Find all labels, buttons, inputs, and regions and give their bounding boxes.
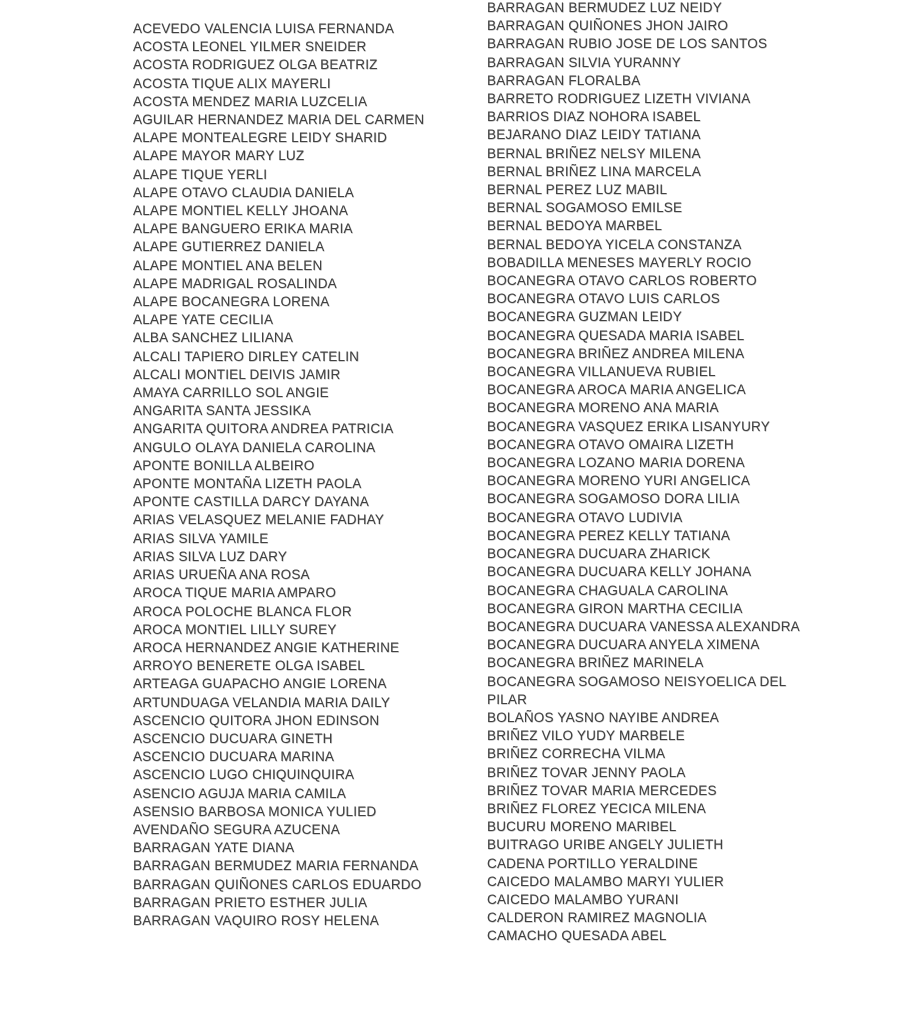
list-item: BOCANEGRA VILLANUEVA RUBIEL [487, 364, 716, 380]
list-item: ALAPE MONTIEL ANA BELEN [133, 257, 323, 273]
list-item: BARRAGAN PRIETO ESTHER JULIA [133, 894, 368, 910]
list-item: BARRAGAN QUIÑONES CARLOS EDUARDO [133, 876, 422, 892]
list-item: BARRAGAN YATE DIANA [133, 840, 295, 856]
list-item: ASCENCIO QUITORA JHON EDINSON [133, 712, 380, 728]
list-item: ASENCIO AGUJA MARIA CAMILA [133, 785, 347, 801]
list-item: ASCENCIO DUCUARA GINETH [133, 730, 333, 746]
list-item: BUITRAGO URIBE ANGELY JULIETH [487, 837, 724, 853]
list-item: BARRAGAN VAQUIRO ROSY HELENA [133, 912, 379, 928]
list-item: BERNAL BEDOYA MARBEL [487, 218, 663, 234]
list-item: CALDERON RAMIREZ MAGNOLIA [487, 910, 707, 926]
list-item: ACOSTA RODRIGUEZ OLGA BEATRIZ [133, 57, 378, 73]
list-item: ALBA SANCHEZ LILIANA [133, 330, 294, 346]
list-item: BRIÑEZ TOVAR JENNY PAOLA [487, 764, 686, 780]
list-item: BARRAGAN SILVIA YURANNY [487, 54, 681, 70]
list-item: ARIAS SILVA LUZ DARY [133, 548, 288, 564]
list-item: BARRAGAN BERMUDEZ MARIA FERNANDA [133, 858, 419, 874]
list-item: BOLAÑOS YASNO NAYIBE ANDREA [487, 709, 719, 725]
list-item: ACOSTA MENDEZ MARIA LUZCELIA [133, 93, 368, 109]
list-item: CAICEDO MALAMBO MARYI YULIER [487, 873, 724, 889]
list-item: BOCANEGRA MORENO YURI ANGELICA [487, 473, 751, 489]
list-item: BOCANEGRA OTAVO OMAIRA LIZETH [487, 436, 734, 452]
list-item: ARIAS SILVA YAMILE [133, 530, 269, 546]
list-item: BOCANEGRA OTAVO CARLOS ROBERTO [487, 273, 757, 289]
list-item: BOCANEGRA CHAGUALA CAROLINA [487, 582, 728, 598]
list-item: CAMACHO QUESADA ABEL [487, 928, 667, 944]
list-item: BOCANEGRA MORENO ANA MARIA [487, 400, 719, 416]
list-item: AROCA MONTIEL LILLY SUREY [133, 621, 337, 637]
list-item: BOCANEGRA OTAVO LUIS CARLOS [487, 291, 720, 307]
list-item: ARTUNDUAGA VELANDIA MARIA DAILY [133, 694, 391, 710]
list-item: AMAYA CARRILLO SOL ANGIE [133, 385, 329, 401]
list-item: BOCANEGRA AROCA MARIA ANGELICA [487, 382, 746, 398]
list-item: CADENA PORTILLO YERALDINE [487, 855, 698, 871]
list-item: APONTE CASTILLA DARCY DAYANA [133, 494, 369, 510]
list-item: BERNAL SOGAMOSO EMILSE [487, 200, 683, 216]
name-list-column-right [487, 0, 809, 946]
list-item: BARRAGAN RUBIO JOSE DE LOS SANTOS [487, 36, 768, 52]
list-item: AROCA HERNANDEZ ANGIE KATHERINE [133, 639, 400, 655]
list-item: ACEVEDO VALENCIA LUISA FERNANDA [133, 21, 395, 36]
list-item: BEJARANO DIAZ LEIDY TATIANA [487, 127, 701, 143]
list-item: ALAPE MONTIEL KELLY JHOANA [133, 203, 349, 219]
list-item: ASENSIO BARBOSA MONICA YULIED [133, 803, 377, 819]
list-item: ALCALI MONTIEL DEIVIS JAMIR [133, 366, 341, 382]
list-item: AROCA POLOCHE BLANCA FLOR [133, 603, 352, 619]
list-item: ARIAS URUEÑA ANA ROSA [133, 567, 310, 583]
list-item: ANGARITA SANTA JESSIKA [133, 403, 311, 419]
list-item: ALAPE MONTEALEGRE LEIDY SHARID [133, 130, 388, 146]
list-item: APONTE BONILLA ALBEIRO [133, 457, 315, 473]
name-list-column-left [133, 20, 453, 930]
list-item: ANGULO OLAYA DANIELA CAROLINA [133, 439, 376, 455]
list-item: ASCENCIO DUCUARA MARINA [133, 749, 335, 765]
list-item: ARIAS VELASQUEZ MELANIE FADHAY [133, 512, 385, 528]
list-item: BOCANEGRA BRIÑEZ MARINELA [487, 655, 704, 671]
list-item: BRIÑEZ CORRECHA VILMA [487, 746, 666, 762]
list-item: ALAPE MAYOR MARY LUZ [133, 148, 305, 164]
list-item: ALAPE BANGUERO ERIKA MARIA [133, 221, 353, 237]
list-item: BOCANEGRA OTAVO LUDIVIA [487, 509, 683, 525]
list-item: BOCANEGRA DUCUARA ANYELA XIMENA [487, 637, 760, 653]
list-item: AROCA TIQUE MARIA AMPARO [133, 585, 337, 601]
list-item: BERNAL BEDOYA YICELA CONSTANZA [487, 236, 742, 252]
list-item: BOCANEGRA DUCUARA ZHARICK [487, 546, 711, 562]
list-item: BRIÑEZ TOVAR MARIA MERCEDES [487, 782, 717, 798]
list-item: BERNAL BRIÑEZ NELSY MILENA [487, 145, 701, 161]
list-item: APONTE MONTAÑA LIZETH PAOLA [133, 476, 362, 492]
list-item: BARRAGAN FLORALBA [487, 72, 641, 88]
list-item: ANGARITA QUITORA ANDREA PATRICIA [133, 421, 394, 437]
list-item: ACOSTA TIQUE ALIX MAYERLI [133, 75, 331, 91]
list-item: BARRAGAN QUIÑONES JHON JAIRO [487, 18, 729, 34]
list-item: BRIÑEZ FLOREZ YECICA MILENA [487, 800, 706, 816]
list-item: ARROYO BENERETE OLGA ISABEL [133, 658, 365, 674]
list-item: ALAPE OTAVO CLAUDIA DANIELA [133, 184, 354, 200]
list-item: BERNAL BRIÑEZ LINA MARCELA [487, 163, 702, 179]
list-item: BOCANEGRA VASQUEZ ERIKA LISANYURY [487, 418, 770, 434]
list-item: BARRAGAN BERMUDEZ LUZ NEIDY [487, 0, 722, 15]
list-item: BOCANEGRA GUZMAN LEIDY [487, 309, 682, 325]
list-item: CAICEDO MALAMBO YURANI [487, 891, 679, 907]
list-item: BOCANEGRA GIRON MARTHA CECILIA [487, 600, 743, 616]
list-item: BOCANEGRA SOGAMOSO NEISYOELICA DEL PILAR [487, 673, 786, 707]
list-item: ALAPE YATE CECILIA [133, 312, 274, 328]
list-item: ALCALI TAPIERO DIRLEY CATELIN [133, 348, 360, 364]
list-item: BOCANEGRA DUCUARA VANESSA ALEXANDRA [487, 618, 800, 634]
list-item: ARTEAGA GUAPACHO ANGIE LORENA [133, 676, 387, 692]
list-item: BOCANEGRA DUCUARA KELLY JOHANA [487, 564, 752, 580]
list-item: BOCANEGRA BRIÑEZ ANDREA MILENA [487, 345, 745, 361]
list-item: ASCENCIO LUGO CHIQUINQUIRA [133, 767, 355, 783]
list-item: BOBADILLA MENESES MAYERLY ROCIO [487, 254, 752, 270]
list-item: BARRIOS DIAZ NOHORA ISABEL [487, 109, 701, 125]
list-item: AGUILAR HERNANDEZ MARIA DEL CARMEN [133, 112, 425, 128]
list-item: ALAPE TIQUE YERLI [133, 166, 268, 182]
list-item: ACOSTA LEONEL YILMER SNEIDER [133, 39, 367, 55]
list-item: ALAPE BOCANEGRA LORENA [133, 294, 330, 310]
list-item: BOCANEGRA SOGAMOSO DORA LILIA [487, 491, 740, 507]
list-item: ALAPE MADRIGAL ROSALINDA [133, 275, 337, 291]
list-item: BARRETO RODRIGUEZ LIZETH VIVIANA [487, 91, 751, 107]
list-item: ALAPE GUTIERREZ DANIELA [133, 239, 325, 255]
list-item: BERNAL PEREZ LUZ MABIL [487, 182, 668, 198]
list-item: BOCANEGRA PEREZ KELLY TATIANA [487, 527, 731, 543]
list-item: AVENDAÑO SEGURA AZUCENA [133, 821, 340, 837]
list-item: BOCANEGRA LOZANO MARIA DORENA [487, 455, 745, 471]
list-item: BUCURU MORENO MARIBEL [487, 819, 677, 835]
list-item: BOCANEGRA QUESADA MARIA ISABEL [487, 327, 745, 343]
list-item: BRIÑEZ VILO YUDY MARBELE [487, 728, 685, 744]
